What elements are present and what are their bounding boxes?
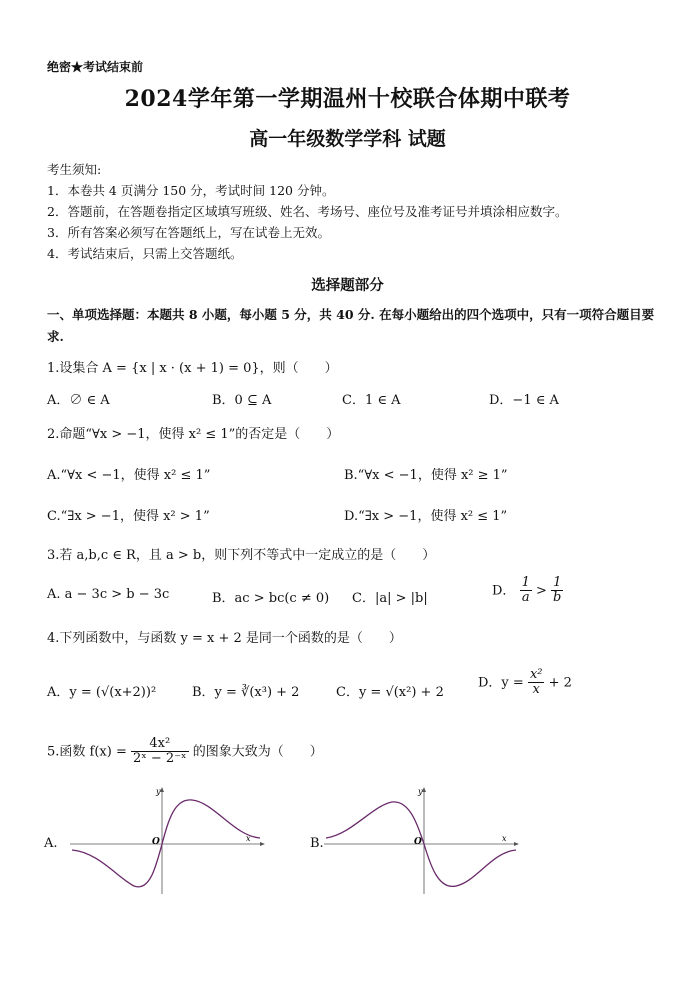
curve-a <box>72 800 260 887</box>
question-3-option-c: C．|a| > |b| <box>352 591 428 606</box>
question-4-option-c: C．y = √(x²) + 2 <box>336 685 444 700</box>
question-2-option-b: B.“∀x < −1，使得 x² ≥ 1” <box>344 468 508 483</box>
question-5-prefix: 5.函数 f(x) = <box>47 744 131 760</box>
question-3-option-b: B．ac > bc(c ≠ 0) <box>212 591 330 606</box>
graph-b <box>322 786 522 896</box>
section-title: 选择题部分 <box>311 277 384 294</box>
notice-item: 1．本卷共 4 页满分 150 分，考试时间 120 分钟。 <box>47 183 335 198</box>
question-3-option-a: A. a − 3c > b − 3c <box>47 587 170 602</box>
origin-label: O <box>414 837 422 847</box>
x-axis-arrow-icon <box>514 842 519 846</box>
plus-two: + 2 <box>548 675 572 691</box>
question-3-option-d <box>492 576 563 606</box>
question-5-stem <box>47 737 323 767</box>
question-1-stem: 1.设集合 A = {x | x · (x + 1) = 0}，则（ ） <box>47 361 338 376</box>
question-5-suffix: 的图象大致为（ ） <box>192 744 323 760</box>
y-axis-arrow-icon <box>160 787 164 792</box>
question-1-option-d: D．−1 ∈ A <box>489 393 559 408</box>
option-label: D．y = <box>478 675 528 691</box>
notice-item: 2．答题前，在答题卷指定区域填写班级、姓名、考场号、座位号及准考证号并填涂相应数字。 <box>47 204 568 219</box>
question-1-option-c: C．1 ∈ A <box>342 393 401 408</box>
y-axis-arrow-icon <box>422 787 426 792</box>
question-2-option-d: D.“∃x > −1，使得 x² ≤ 1” <box>344 509 508 524</box>
question-2-option-a: A.“∀x < −1，使得 x² ≤ 1” <box>47 468 211 483</box>
y-axis-label: y <box>156 787 161 796</box>
question-2-stem: 2.命题“∀x > −1，使得 x² ≤ 1”的否定是（ ） <box>47 427 340 442</box>
question-1-option-b: B．0 ⊆ A <box>212 393 272 408</box>
notice-item: 4．考试结束后，只需上交答题纸。 <box>47 246 243 261</box>
function-fraction: $\frac{\text{4x²}}{\text{2ˣ − 2⁻ˣ}}$ <box>132 736 187 767</box>
question-4-option-b: B．y = ∛(x³) + 2 <box>192 685 300 700</box>
option-label: D． <box>492 583 516 599</box>
origin-label: O <box>152 837 160 847</box>
x-axis-arrow-icon <box>260 842 265 846</box>
graph-b-label: B. <box>310 836 324 851</box>
x-axis-label: x <box>246 834 251 843</box>
question-3-stem: 3.若 a,b,c ∈ R，且 a > b，则下列不等式中一定成立的是（ ） <box>47 548 436 563</box>
greater-than-sign: > <box>536 583 547 599</box>
notice-item: 3．所有答案必须写在答题纸上，写在试卷上无效。 <box>47 225 330 240</box>
y-axis-label: y <box>418 787 423 796</box>
graph-a <box>68 786 268 896</box>
fraction-1-over-b: $\frac{1}{b}$ <box>553 575 562 606</box>
fraction-x2-over-x: $\frac{\text{x²}}{x}$ <box>529 667 543 698</box>
question-2-option-c: C.“∃x > −1，使得 x² > 1” <box>47 509 210 524</box>
question-1-option-a: A．∅ ∈ A <box>47 393 110 408</box>
fraction-1-over-a: $\frac{1}{a}$ <box>521 575 530 606</box>
question-4-option-d <box>478 668 572 698</box>
notice-heading: 考生须知: <box>47 162 102 177</box>
question-4-stem: 4.下列函数中，与函数 y = x + 2 是同一个函数的是（ ） <box>47 631 402 646</box>
graph-a-label: A. <box>44 836 58 851</box>
exam-title: 2024学年第一学期温州十校联合体期中联考 <box>124 86 571 112</box>
secret-label: 绝密★考试结束前 <box>47 60 144 74</box>
exam-subtitle: 高一年级数学学科 试题 <box>249 128 446 150</box>
question-4-option-a: A．y = (√(x+2))² <box>47 685 157 700</box>
x-axis-label: x <box>502 834 507 843</box>
part-heading: 一、单项选择题：本题共 8 小题，每小题 5 分，共 40 分. 在每小题给出的四个选项中，只有一项符合题目要求. <box>47 307 655 344</box>
